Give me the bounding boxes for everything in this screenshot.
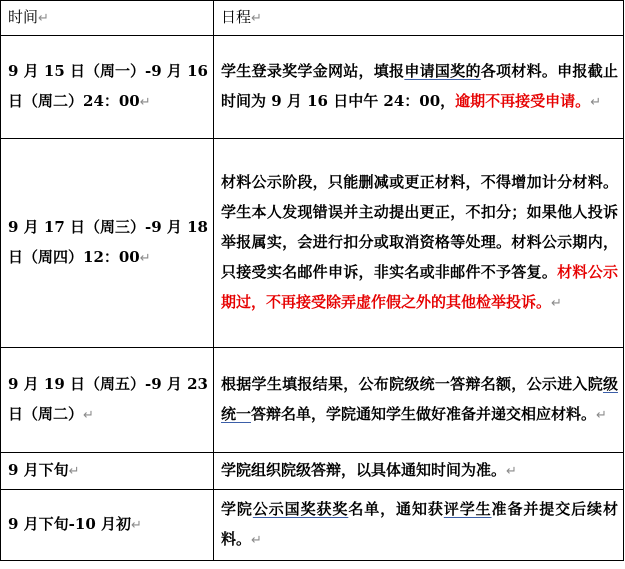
table-row <box>1 348 624 453</box>
time-cell: 9 月 19 日（周五）-9 月 23 日（周二）↵ <box>1 348 214 453</box>
paragraph-mark-icon: ↵ <box>551 296 562 311</box>
paragraph-mark-icon: ↵ <box>596 408 607 423</box>
underlined-text: 公示国奖获奖 <box>252 500 349 518</box>
schedule-cell: 学生登录奖学金网站，填报申请国奖的各项材料。申报截止时间为 9 月 16 日中午 24：00，逾期不再接受申请。↵ <box>214 36 624 139</box>
paragraph-mark-icon: ↵ <box>590 95 602 110</box>
underlined-text: 申请国奖的 <box>404 62 481 80</box>
paragraph-mark-icon: ↵ <box>251 533 262 548</box>
paragraph-mark-icon: ↵ <box>68 464 80 479</box>
underlined-text: 级统一 <box>221 375 618 423</box>
table-row <box>1 139 624 348</box>
time-cell: 9 月下旬↵ <box>1 453 214 490</box>
paragraph-mark-icon: ↵ <box>83 408 94 423</box>
schedule-cell: 学院公示国奖获奖名单，通知获评学生准备并提交后续材料。↵ <box>214 490 624 561</box>
paragraph-mark-icon: ↵ <box>38 11 49 26</box>
underlined-text: 评学生 <box>443 500 492 518</box>
paragraph-mark-icon: ↵ <box>251 11 262 26</box>
warning-text: 逾期不再接受申请。 <box>455 92 591 110</box>
table-row <box>1 490 624 561</box>
time-cell: 9 月 15 日（周一）-9 月 16 日（周二）24：00↵ <box>1 36 214 139</box>
paragraph-mark-icon: ↵ <box>506 464 517 479</box>
table-header-row <box>1 1 624 36</box>
schedule-cell: 学院组织院级答辩，以具体通知时间为准。↵ <box>214 453 624 490</box>
schedule-cell: 材料公示阶段，只能删减或更正材料，不得增加计分材料。学生本人发现错误并主动提出更正，不扣分；如果他人投诉举报属实，会进行扣分或取消资格等处理。材料公示期内，只接受实名邮件申诉，非实名或非邮件不予答复。材料公示期过，不再接受除弄虚作假之外的其他检举投诉。↵ <box>214 139 624 348</box>
table-row <box>1 453 624 490</box>
header-cell-time: 时间↵ <box>1 1 214 36</box>
paragraph-mark-icon: ↵ <box>139 95 151 110</box>
time-cell: 9 月 17 日（周三）-9 月 18 日（周四）12：00↵ <box>1 139 214 348</box>
schedule-cell: 根据学生填报结果，公布院级统一答辩名额，公示进入院级统一答辩名单，学院通知学生做好准备并递交相应材料。↵ <box>214 348 624 453</box>
paragraph-mark-icon: ↵ <box>130 518 142 533</box>
table-row <box>1 36 624 139</box>
time-cell: 9 月下旬-10 月初↵ <box>1 490 214 561</box>
paragraph-mark-icon: ↵ <box>139 251 151 266</box>
warning-text: 材料公示期过，不再接受除弄虚作假之外的其他检举投诉。 <box>221 263 618 311</box>
header-cell-schedule: 日程↵ <box>214 1 624 36</box>
